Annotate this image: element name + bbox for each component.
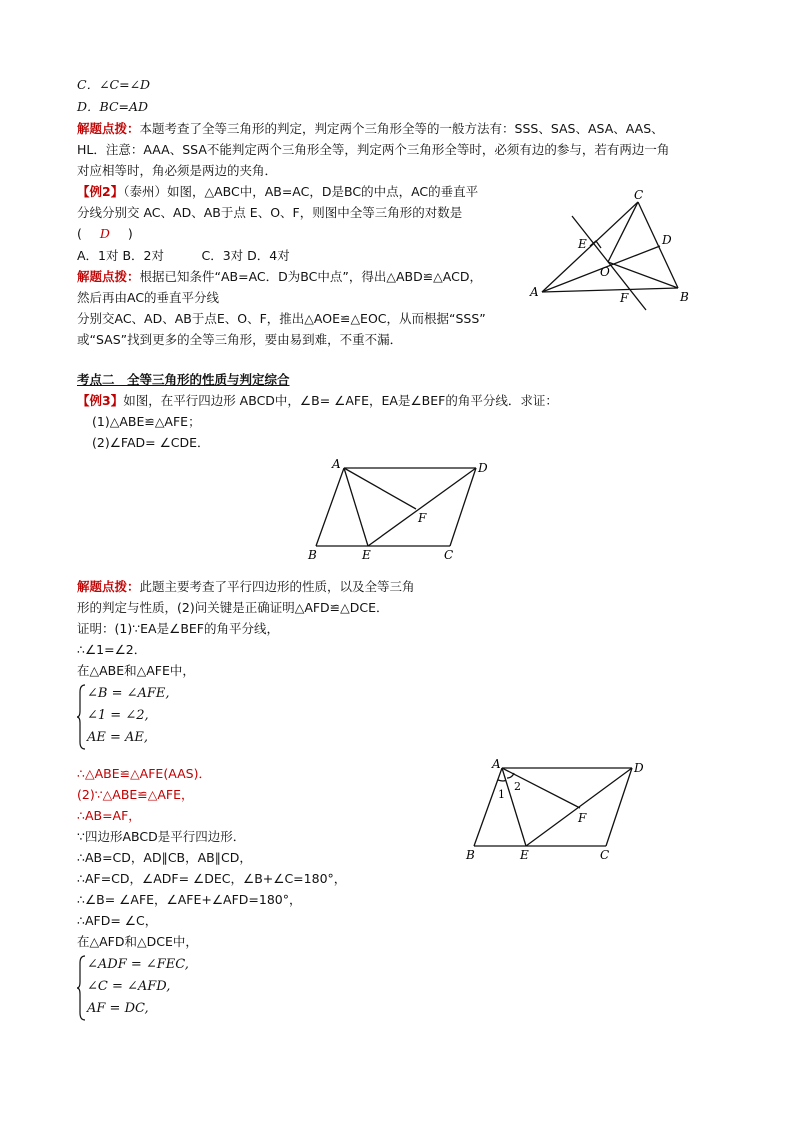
example2-hint-line4: 或“SAS”找到更多的全等三角形，要由易到难，不重不漏． [77,332,403,347]
system2-row3: AF = DC, [87,1001,149,1016]
example2-text1: （泰州）如图，△ABC中，AB=AC，D是BC的中点，AC的垂直平 [123,184,479,199]
label-a: A [492,757,501,771]
brace-icon [77,955,87,1021]
proof-line7: ∵四边形ABCD是平行四边形． [77,829,246,844]
label-b: B [680,290,689,304]
example2-line1 [77,183,478,201]
system2-row2: ∠C = ∠AFD, [87,979,171,994]
side-dc [450,468,476,546]
label-a: A [332,457,341,471]
angle-arc-1 [498,780,506,781]
label-f: F [620,291,629,305]
label-angle-2: 2 [514,780,521,793]
example2-answer-line [77,225,133,243]
proof-line2: ∴∠1=∠2． [77,642,147,657]
answer-paren-open: ( [77,226,82,241]
label-e: E [520,848,529,862]
proof-line9: ∴AF=CD，∠ADF= ∠DEC，∠B+∠C=180°， [77,871,347,886]
segment-co [608,202,638,262]
parallelogram-figure [300,456,500,566]
example3-line1 [77,392,558,410]
system1-row3: AE = AE, [87,730,149,745]
side-ac [542,202,638,292]
proof-line1: 证明：(1)∵EA是∠BEF的角平分线， [77,621,279,636]
example2-hint-label: 解题点拨： [77,269,140,284]
example2-hint-line3: 分别交AC、AD、AB于点E、O、F，推出△AOE≌△EOC，从而根据“SSS” [77,311,486,326]
perpendicular-bisector [572,216,646,310]
label-e: E [362,548,371,562]
section-title: 考点二 全等三角形的性质与判定综合 [77,372,290,387]
example3-text: 如图，在平行四边形 ABCD中，∠B= ∠AFE，EA是∠BEF的角平分线．求证： [123,393,558,408]
label-f: F [578,811,587,825]
proof-line10: ∴∠B= ∠AFE，∠AFE+∠AFD=180°， [77,892,302,907]
brace-icon [77,684,87,750]
side-ab [542,288,678,292]
proof-line5: (2)∵△ABE≌△AFE， [77,787,194,802]
example3-question2: (2)∠FAD= ∠CDE． [92,435,210,450]
label-o: O [600,265,610,279]
label-a: A [530,285,539,299]
hint-1-line3: 对应相等时，角必须是两边的夹角． [77,163,278,178]
option-c: C．∠C=∠D [77,77,151,92]
label-c: C [600,848,610,862]
label-d: D [634,761,644,775]
example2-line2: 分线分别交 AC、AD、AB于点 E、O、F，则图中全等三角形的对数是 [77,205,463,220]
hint-text: 本题考查了全等三角形的判定，判定两个三角形全等的一般方法有：SSS、SAS、ASA、AAS、 [139,121,664,136]
side-ab [474,768,502,846]
label-d: D [478,461,488,475]
hint-1-line2: HL．注意：AAA、SSA不能判定两个三角形全等，判定两个三角形全等时，必须有边的参与，若有两边一角 [77,142,670,157]
segment-ed [368,468,476,546]
system1-row2: ∠1 = ∠2, [87,708,149,723]
example2-label: 【例2】 [77,184,124,199]
example3-hint-line2: 形的判定与性质，(2)问关键是正确证明△AFD≌△DCE． [77,600,389,615]
example3-question1: (1)△ABE≌△AFE； [92,414,201,429]
system2-row1: ∠ADF = ∠FEC, [87,957,189,972]
example3-label: 【例3】 [77,393,124,408]
example3-hint-label: 解题点拨： [77,579,140,594]
hint-label: 解题点拨： [77,121,140,136]
triangle-figure [528,188,708,318]
proof-line3: 在△ABE和△AFE中， [77,663,195,678]
example2-options: A．1对 B．2对 C．3对 D．4对 [77,248,290,263]
hint-1-line1 [77,120,664,138]
system1-row1: ∠B = ∠AFE, [87,686,170,701]
label-angle-1: 1 [498,788,505,801]
proof-line12: 在△AFD和△DCE中， [77,934,198,949]
example2-hint-line2: 然后再由AC的垂直平分线 [77,290,220,305]
equation-system-1 [77,684,217,754]
example2-hint-text1: 根据已知条件“AB=AC．D为BC中点”，得出△ABD≌△ACD， [139,269,482,284]
label-b: B [308,548,317,562]
label-f: F [418,511,427,525]
angle-arc-2 [507,773,514,778]
example3-hint-text1: 此题主要考查了平行四边形的性质，以及全等三角 [139,579,415,594]
option-d: D．BC=AD [77,99,149,114]
proof-line4: ∴△ABE≌△AFE(AAS)． [77,766,211,781]
proof-line6: ∴AB=AF， [77,808,141,823]
label-b: B [466,848,475,862]
label-c: C [444,548,454,562]
proof-line8: ∴AB=CD，AD∥CB，AB∥CD， [77,850,252,865]
side-ab [316,468,344,546]
right-angle-mark [590,241,601,248]
label-d: D [662,233,672,247]
example2-answer: D [99,226,110,241]
label-c: C [634,188,644,202]
example3-hint-line1 [77,578,415,596]
section-heading [77,371,290,389]
side-dc [606,768,632,846]
parallelogram-angles-figure [460,752,660,864]
example2-hint-line1 [77,268,482,286]
proof-line11: ∴AFD= ∠C， [77,913,158,928]
label-e: E [578,237,587,251]
answer-paren-close: ) [127,226,133,241]
equation-system-2 [77,955,217,1025]
